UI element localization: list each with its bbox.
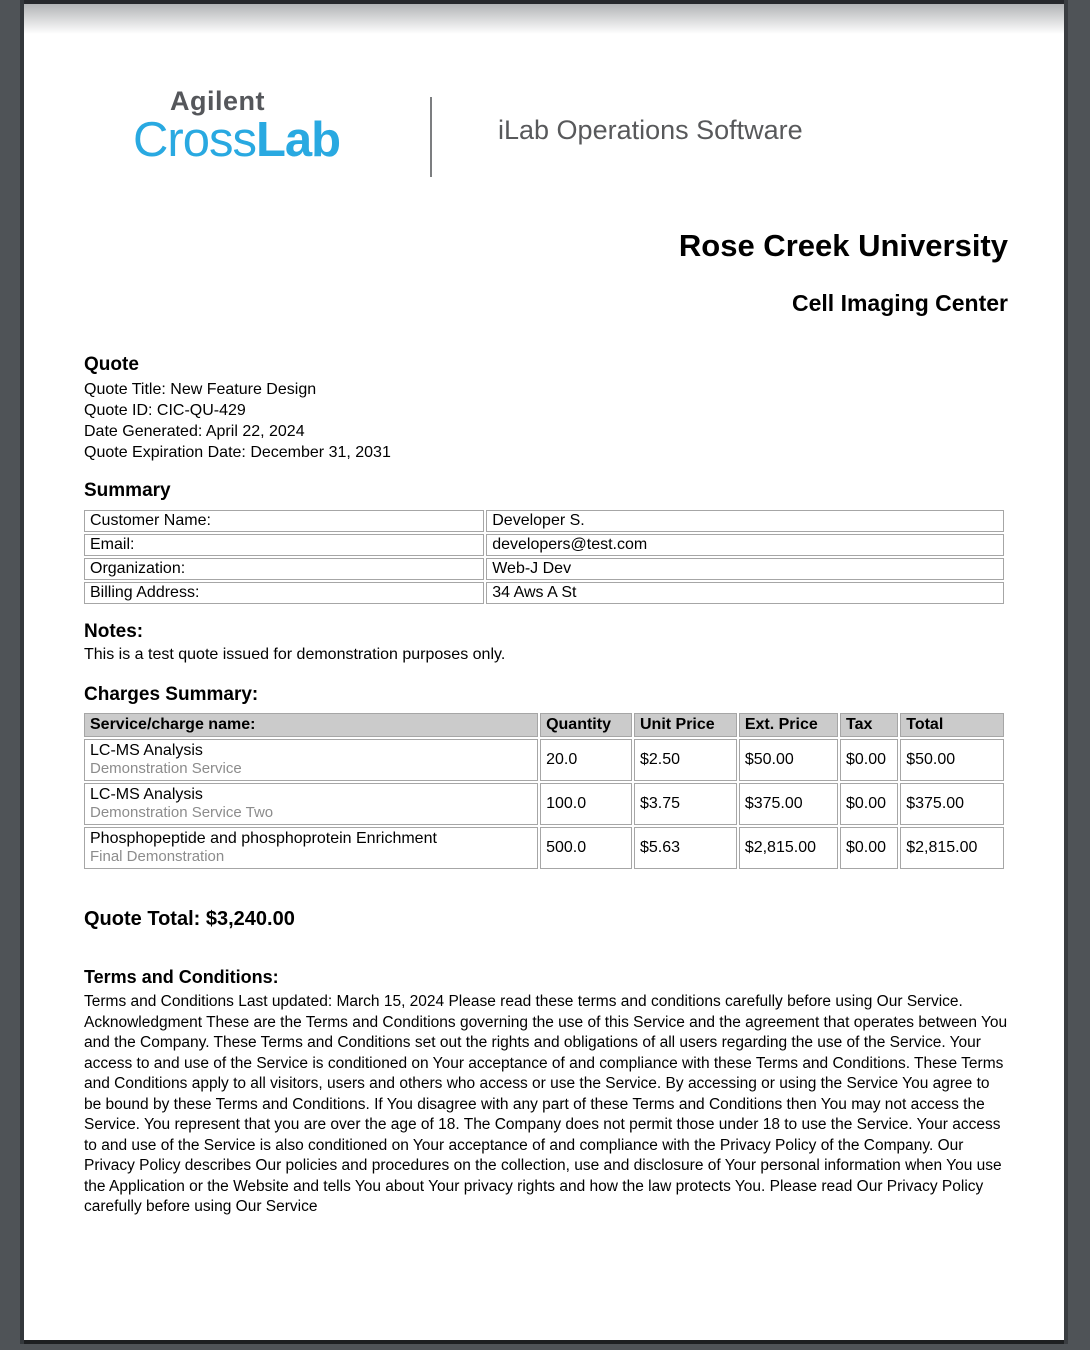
terms-section	[84, 967, 1008, 1218]
charge-ext-price-cell: $50.00	[739, 739, 838, 781]
charge-service-cell	[84, 783, 538, 825]
charge-ext-price-cell: $375.00	[739, 783, 838, 825]
summary-row-value: Web-J Dev	[486, 558, 1004, 580]
charge-total-cell: $50.00	[900, 739, 1004, 781]
crosslab-lab-text: Lab	[255, 113, 341, 167]
pdf-page	[24, 0, 1064, 1344]
agilent-wordmark: Agilent	[170, 86, 265, 116]
summary-heading: Summary	[84, 480, 171, 501]
summary-row	[84, 582, 1004, 604]
terms-text: Terms and Conditions Last updated: March 15, 2024 Please read these terms and conditions carefully before using Our Service. Acknowledgment These are the Terms and Conditions governing the use of this Service and the agreement that operates between You and the Company. These Terms and Conditions set out the rights and obligations of all users regarding the use of the Service. Your access to and use of the Service is conditioned on Your acceptance of and compliance with these Terms and Conditions. These Terms and Conditions apply to all visitors, users and others who access or use the Service. By accessing or using the Service You agree to be bound by these Terms and Conditions. If You disagree with any part of these Terms and Conditions then You may not access the Service. You represent that you are over the age of 18. The Company does not permit those under 18 to use the Service. Your access to and use of the Service is also conditioned on Your acceptance of and compliance with the Privacy Policy of the Company. Our Privacy Policy describes Our policies and procedures on the collection, use and disclosure of Your personal information when You use the Application or the Website and tells You about Your privacy rights and how the law protects You. Please read Our Privacy Policy carefully before using Our Service	[84, 993, 1008, 1215]
notes-section	[84, 621, 1008, 665]
charge-service-cell	[84, 739, 538, 781]
summary-row	[84, 558, 1004, 580]
facility-name: Cell Imaging Center	[792, 290, 1008, 316]
summary-row-label: Email:	[84, 534, 484, 556]
charges-section	[84, 684, 1008, 871]
charge-unit-price-cell: $5.63	[634, 827, 737, 869]
quote-id-line: Quote ID: CIC-QU-429	[84, 402, 246, 419]
quote-title-line: Quote Title: New Feature Design	[84, 381, 317, 398]
charge-service-name: LC-MS Analysis	[90, 786, 203, 803]
summary-row-value: Developer S.	[486, 510, 1004, 532]
charge-ext-price-cell: $2,815.00	[739, 827, 838, 869]
quote-heading: Quote	[84, 354, 139, 375]
charges-col-service: Service/charge name:	[84, 713, 538, 737]
summary-row-label: Customer Name:	[84, 510, 484, 532]
charges-row	[84, 739, 1004, 781]
crosslab-wordmark	[133, 114, 340, 166]
charge-quantity-cell: 20.0	[540, 739, 632, 781]
charge-quantity-cell: 100.0	[540, 783, 632, 825]
charge-tax-cell: $0.00	[840, 783, 898, 825]
summary-row-value: 34 Aws A St	[486, 582, 1004, 604]
charge-service-cell	[84, 827, 538, 869]
charge-service-subtitle: Demonstration Service Two	[90, 804, 274, 821]
charges-header-row	[84, 713, 1004, 737]
charges-col-unit-price: Unit Price	[634, 713, 737, 737]
summary-row	[84, 510, 1004, 532]
quote-section	[84, 354, 1008, 463]
charges-col-ext-price: Ext. Price	[739, 713, 838, 737]
quote-expiration-line: Quote Expiration Date: December 31, 2031	[84, 444, 391, 461]
charge-service-name: LC-MS Analysis	[90, 742, 203, 759]
quote-date-generated-line: Date Generated: April 22, 2024	[84, 423, 305, 440]
document-content	[24, 88, 1064, 1218]
notes-text: This is a test quote issued for demonstration purposes only.	[84, 646, 506, 663]
charge-unit-price-cell: $2.50	[634, 739, 737, 781]
crosslab-cross-text: Cross	[133, 113, 256, 167]
agilent-crosslab-logo	[133, 88, 340, 166]
summary-row-value: developers@test.com	[486, 534, 1004, 556]
charge-quantity-cell: 500.0	[540, 827, 632, 869]
charge-service-name: Phosphopeptide and phosphoprotein Enrichment	[90, 830, 437, 847]
charge-tax-cell: $0.00	[840, 827, 898, 869]
summary-row	[84, 534, 1004, 556]
brand-header	[84, 88, 1008, 168]
charges-heading: Charges Summary:	[84, 684, 259, 705]
header-divider-line	[430, 97, 432, 177]
charges-row	[84, 783, 1004, 825]
summary-row-label: Organization:	[84, 558, 484, 580]
charges-col-quantity: Quantity	[540, 713, 632, 737]
summary-table	[82, 508, 1006, 606]
terms-heading: Terms and Conditions:	[84, 967, 279, 987]
charge-unit-price-cell: $3.75	[634, 783, 737, 825]
charges-table	[82, 711, 1006, 871]
charges-col-tax: Tax	[840, 713, 898, 737]
product-name: iLab Operations Software	[498, 115, 803, 145]
summary-row-label: Billing Address:	[84, 582, 484, 604]
notes-heading: Notes:	[84, 621, 144, 642]
charges-row	[84, 827, 1004, 869]
charge-service-subtitle: Final Demonstration	[90, 848, 225, 865]
charge-service-subtitle: Demonstration Service	[90, 760, 242, 777]
institution-block	[84, 230, 1008, 315]
institution-name: Rose Creek University	[678, 228, 1008, 263]
charges-col-total: Total	[900, 713, 1004, 737]
charge-tax-cell: $0.00	[840, 739, 898, 781]
charge-total-cell: $375.00	[900, 783, 1004, 825]
charge-total-cell: $2,815.00	[900, 827, 1004, 869]
quote-total: Quote Total: $3,240.00	[84, 908, 295, 930]
summary-section	[84, 480, 1008, 606]
